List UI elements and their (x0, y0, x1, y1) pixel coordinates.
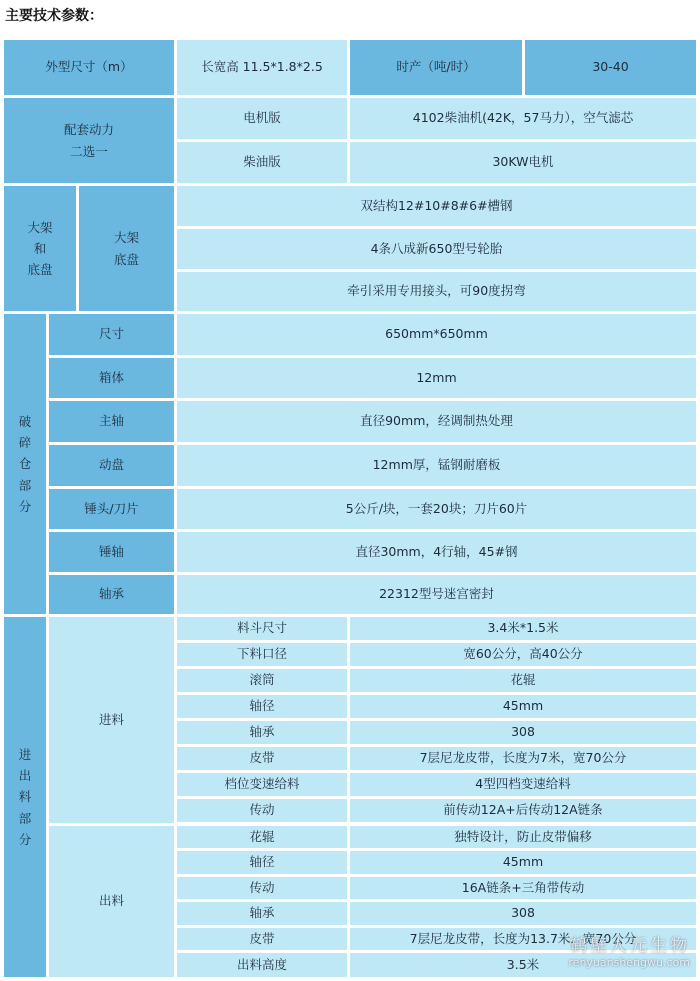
crusher-item-name-text: 轴承 (98, 586, 124, 602)
feed-item-value (350, 669, 696, 692)
feed-item-name-text: 皮带 (249, 750, 275, 766)
feed-item-value (350, 643, 696, 666)
watermark-url: renyuanshengwu.com (568, 956, 690, 969)
page-title: 主要技术参数： (5, 8, 103, 24)
crusher-item-value-text: 650mm*650mm (385, 326, 488, 342)
crusher-item-name (49, 401, 174, 442)
discharge-item-name-text: 轴承 (249, 905, 275, 921)
feed-item-value (350, 695, 696, 718)
power-label (64, 119, 114, 162)
feed-item-name (177, 669, 347, 692)
discharge-item-name (177, 851, 347, 874)
power-option-value-text: 4102柴油机(42K，57马力），空气滤芯 (412, 110, 634, 126)
crusher-item-value-text: 直径90mm，经调制热处理 (360, 413, 513, 429)
crusher-item-value (177, 575, 696, 614)
power-option-name (177, 98, 347, 139)
watermark (568, 931, 690, 969)
crusher-item-name (49, 575, 174, 614)
feed-item-name-text: 轴承 (249, 724, 275, 740)
discharge-item-name-text: 皮带 (249, 930, 275, 946)
crusher-item-name-text: 尺寸 (98, 326, 124, 342)
frame-inner-label-cell (79, 186, 174, 311)
discharge-item-name (177, 826, 347, 848)
feed-item-value-text: 308 (511, 724, 535, 740)
discharge-label-cell-text: 出料 (98, 893, 124, 909)
discharge-item-name (177, 902, 347, 925)
frame-spec-row-text: 4条八成新650型号轮胎 (370, 240, 503, 256)
size-label-cell (4, 40, 174, 95)
watermark-text: 鹤壁人元生物 (570, 936, 690, 956)
output-value-cell (525, 40, 696, 95)
discharge-label-cell (49, 826, 174, 977)
crusher-item-name (49, 445, 174, 486)
power-option-value-text: 30KW电机 (492, 154, 554, 170)
feed-item-name (177, 695, 347, 718)
output-label-cell-text: 时产（吨/时） (396, 59, 476, 75)
frame-outer-label (27, 217, 52, 281)
crusher-item-value (177, 445, 696, 486)
feed-item-value-text: 前传动12A+后传动12A链条 (443, 802, 603, 818)
output-label-cell (350, 40, 522, 95)
discharge-item-value-text: 7层尼龙皮带，长度为13.7米，宽70公分 (409, 930, 637, 946)
power-option-name-text: 电机版 (243, 110, 281, 126)
discharge-item-name (177, 877, 347, 899)
crusher-label-line: 破 (18, 413, 32, 429)
crusher-item-name-text: 锤轴 (98, 543, 124, 559)
feed-item-value-text: 45mm (502, 698, 544, 714)
output-value-cell-text: 30-40 (592, 59, 629, 75)
power-option-name (177, 142, 347, 183)
feed-item-value (350, 799, 696, 822)
discharge-item-value-text: 45mm (502, 854, 544, 870)
feed-item-name-text: 料斗尺寸 (236, 620, 287, 636)
discharge-item-value-text: 308 (511, 905, 535, 921)
feed-item-value-text: 3.4米*1.5米 (487, 620, 559, 636)
frame-outer-label-cell (4, 186, 76, 311)
discharge-item-value-text: 独特设计，防止皮带偏移 (454, 828, 592, 844)
discharge-item-name-text: 花辊 (249, 828, 275, 844)
feed-item-value (350, 617, 696, 640)
discharge-item-value-text: 3.5米 (506, 956, 540, 972)
crusher-item-name (49, 489, 174, 529)
feed-discharge-label (19, 744, 32, 850)
crusher-item-value-text: 22312型号迷宫密封 (379, 586, 494, 602)
frame-spec-row (177, 229, 696, 269)
feed-item-value-text: 花辊 (510, 672, 536, 688)
crusher-item-name-text: 箱体 (98, 369, 124, 385)
feed-item-name (177, 643, 347, 666)
feed-label-cell-text: 进料 (98, 711, 124, 727)
frame-spec-row (177, 272, 696, 311)
feed-item-value-text: 7层尼龙皮带，长度为7米，宽70公分 (419, 750, 627, 766)
crusher-item-name (49, 314, 174, 355)
feed-discharge-label-line: 进 (18, 746, 32, 762)
feed-item-name (177, 799, 347, 822)
feed-item-name-text: 滚筒 (249, 672, 275, 688)
feed-item-value (350, 721, 696, 744)
crusher-item-name-text: 锤头/刀片 (84, 500, 139, 516)
crusher-item-value (177, 314, 696, 355)
power-label-line: 配套动力 (63, 122, 114, 138)
feed-item-name (177, 747, 347, 770)
crusher-label (19, 411, 32, 517)
crusher-item-value (177, 532, 696, 572)
feed-item-name (177, 617, 347, 640)
feed-discharge-label-cell (4, 617, 46, 977)
frame-outer-label-line: 和 (33, 240, 47, 256)
frame-inner-label-line: 大架 (113, 230, 139, 246)
discharge-item-name (177, 928, 347, 950)
feed-item-name-text: 传动 (249, 802, 275, 818)
discharge-item-value-text: 16A链条+三角带传动 (461, 879, 585, 895)
power-option-value (350, 98, 696, 139)
discharge-item-name-text: 出料高度 (236, 956, 287, 972)
discharge-item-value (350, 902, 696, 925)
feed-discharge-label-line: 出 (18, 768, 32, 784)
discharge-item-name (177, 953, 347, 977)
discharge-item-name-text: 传动 (249, 879, 275, 895)
feed-item-value (350, 773, 696, 796)
feed-item-name (177, 721, 347, 744)
size-value-cell (177, 40, 347, 95)
feed-item-name (177, 773, 347, 796)
crusher-item-value (177, 358, 696, 398)
crusher-item-value (177, 401, 696, 442)
feed-item-value-text: 4型四档变速给料 (475, 776, 571, 792)
crusher-item-name-text: 动盘 (98, 457, 124, 473)
crusher-item-value-text: 12mm (416, 369, 457, 385)
crusher-item-value-text: 5公斤/块，一套20块；刀片60片 (345, 500, 528, 516)
feed-item-name-text: 轴径 (249, 698, 275, 714)
discharge-item-value (350, 826, 696, 848)
frame-outer-label-line: 底盘 (27, 262, 53, 278)
crusher-item-name (49, 532, 174, 572)
frame-spec-row (177, 186, 696, 226)
feed-discharge-label-line: 部 (18, 810, 32, 826)
power-option-name-text: 柴油版 (243, 154, 281, 170)
frame-spec-row-text: 牵引采用专用接头，可90度拐弯 (347, 283, 526, 299)
crusher-label-line: 部 (18, 477, 32, 493)
feed-discharge-label-line: 分 (18, 831, 32, 847)
crusher-item-name-text: 主轴 (98, 413, 124, 429)
power-label-cell (4, 98, 174, 183)
frame-inner-label (114, 227, 139, 270)
feed-item-value-text: 宽60公分，高40公分 (463, 646, 583, 662)
discharge-item-value (350, 851, 696, 874)
power-label-line: 二选一 (70, 143, 108, 159)
frame-outer-label-line: 大架 (27, 219, 53, 235)
feed-discharge-label-line: 料 (18, 789, 32, 805)
crusher-label-line: 碎 (18, 435, 32, 451)
power-option-value (350, 142, 696, 183)
crusher-label-line: 仓 (18, 456, 32, 472)
discharge-item-name-text: 轴径 (249, 854, 275, 870)
crusher-item-value-text: 12mm厚，锰钢耐磨板 (372, 457, 501, 473)
frame-inner-label-line: 底盘 (113, 251, 139, 267)
crusher-item-value (177, 489, 696, 529)
feed-item-name-text: 档位变速给料 (224, 776, 300, 792)
size-value-cell-text: 长宽高 11.5*1.8*2.5 (201, 59, 323, 75)
frame-spec-row-text: 双结构12#10#8#6#槽钢 (360, 197, 513, 213)
size-label-cell-text: 外型尺寸（m） (45, 59, 133, 75)
crusher-item-name (49, 358, 174, 398)
crusher-item-value-text: 直径30mm，4行轴，45#钢 (355, 543, 518, 559)
crusher-label-cell (4, 314, 46, 614)
feed-item-name-text: 下料口径 (236, 646, 287, 662)
feed-label-cell (49, 617, 174, 823)
crusher-label-line: 分 (18, 498, 32, 514)
feed-item-value (350, 747, 696, 770)
discharge-item-value (350, 877, 696, 899)
